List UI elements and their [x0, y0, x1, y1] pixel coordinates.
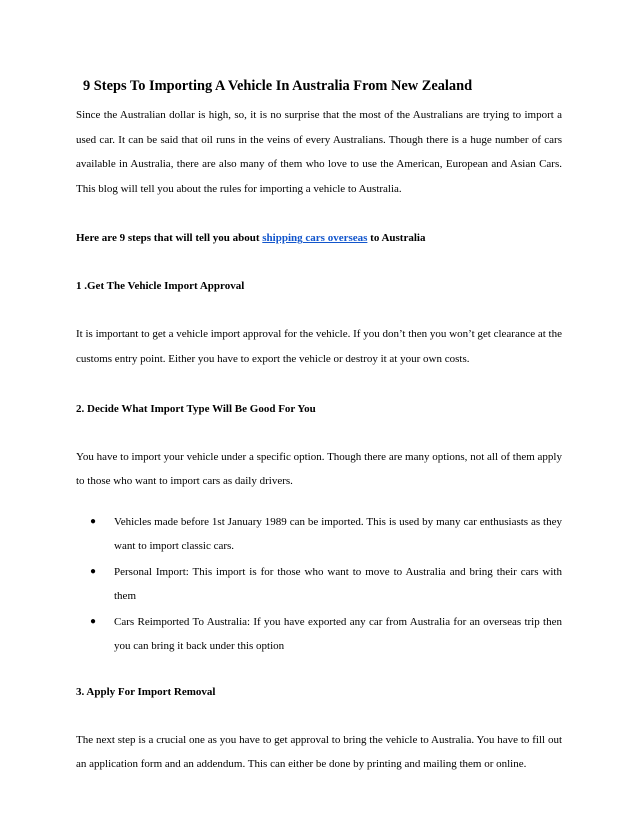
list-item-text: Personal Import: This import is for those who want to move to Australia and bring their cars with them [114, 565, 562, 602]
document-title: 9 Steps To Importing A Vehicle In Australia From New Zealand [83, 78, 473, 94]
section-3-body: The next step is a crucial one as you have to get approval to bring the vehicle to Australia. You have to fill out an application form and an addendum. This can either be done by printing and mailing them or online. [76, 733, 562, 771]
bullet-icon: ● [90, 565, 97, 577]
section-2-heading: 2. Decide What Import Type Will Be Good For You [76, 402, 316, 415]
list-item [90, 560, 562, 608]
document-content [76, 74, 562, 777]
intro-paragraph: Since the Australian dollar is high, so, it is no surprise that the most of the Australians are trying to import a used car. It can be said that oil runs in the veins of every Australians. Though there is a huge number of cars available in Australia, there are also many of them who love to use the American, European and Asian Cars. This blog will tell you about the rules for importing a vehicle to Australia. [76, 109, 562, 195]
steps-intro-before: Here are 9 steps that will tell you about [76, 232, 263, 245]
section-3-heading: 3. Apply For Import Removal [76, 685, 216, 698]
import-options-list [76, 510, 562, 658]
list-item [90, 510, 562, 558]
bullet-icon: ● [90, 615, 97, 627]
list-item [90, 610, 562, 658]
section-2-body: You have to import your vehicle under a specific option. Though there are many options, not all of them apply to those who want to import cars as daily drivers. [76, 450, 562, 488]
shipping-cars-overseas-link[interactable]: shipping cars overseas [262, 232, 368, 245]
steps-intro [76, 226, 562, 250]
bullet-icon: ● [90, 515, 97, 527]
list-item-text: Vehicles made before 1st January 1989 can be imported. This is used by many car enthusiasts as they want to import classic cars. [114, 515, 562, 552]
steps-intro-after: to Australia [367, 232, 426, 245]
section-1-body: It is important to get a vehicle import approval for the vehicle. If you don’t then you won’t get clearance at the customs entry point. Either you have to export the vehicle or destroy it at your own costs. [76, 328, 562, 365]
list-item-text: Cars Reimported To Australia: If you have exported any car from Australia for an overseas trip then you can bring it back under this option [114, 615, 562, 652]
section-1-heading: 1 .Get The Vehicle Import Approval [76, 280, 245, 293]
